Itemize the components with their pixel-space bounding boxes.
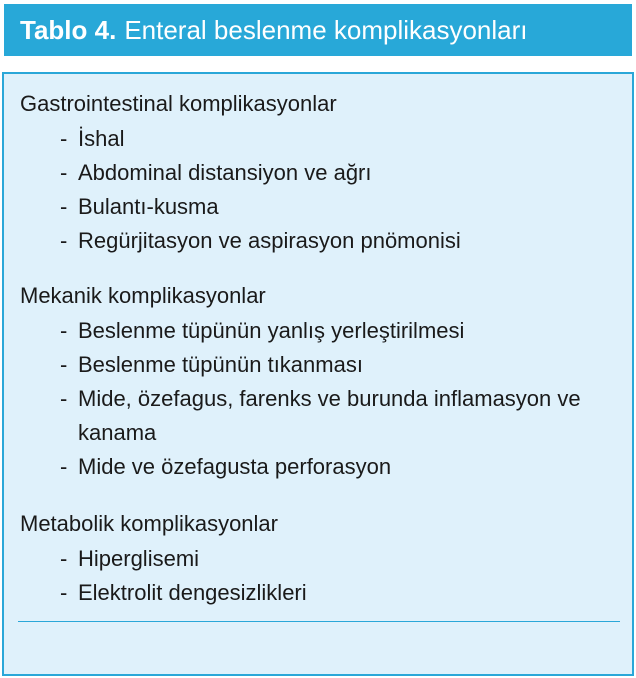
divider — [18, 621, 620, 622]
list-item: - Beslenme tüpünün tıkanması — [60, 352, 363, 377]
list-item: - Bulantı-kusma — [60, 194, 219, 219]
list-item: - İshal — [60, 126, 125, 151]
list-item: - Elektrolit dengesizlikleri — [60, 580, 307, 605]
table-title-bar — [4, 4, 632, 56]
list-item: - Mide ve özefagusta perforasyon — [60, 454, 392, 479]
group-heading: Metabolik komplikasyonlar — [20, 511, 278, 536]
group-heading: Gastrointestinal komplikasyonlar — [20, 91, 337, 116]
table-title: Enteral beslenme komplikasyonları — [124, 14, 528, 45]
table-number: Tablo 4. — [20, 14, 117, 45]
list-item: - Hiperglisemi — [60, 546, 200, 571]
group-mekanik — [20, 278, 620, 484]
group-gastrointestinal — [20, 86, 620, 258]
table-body — [2, 72, 634, 676]
list-item: - Abdominal distansiyon ve ağrı — [60, 160, 372, 185]
list-item: - Regürjitasyon ve aspirasyon pnömonisi — [60, 228, 461, 253]
list-item: - Beslenme tüpünün yanlış yerleştirilmesi — [60, 318, 465, 343]
list-item: - Mide, özefagus, farenks ve burunda inflamasyon ve kanama — [60, 386, 581, 445]
group-heading: Mekanik komplikasyonlar — [20, 283, 266, 308]
group-metabolik — [20, 506, 620, 610]
